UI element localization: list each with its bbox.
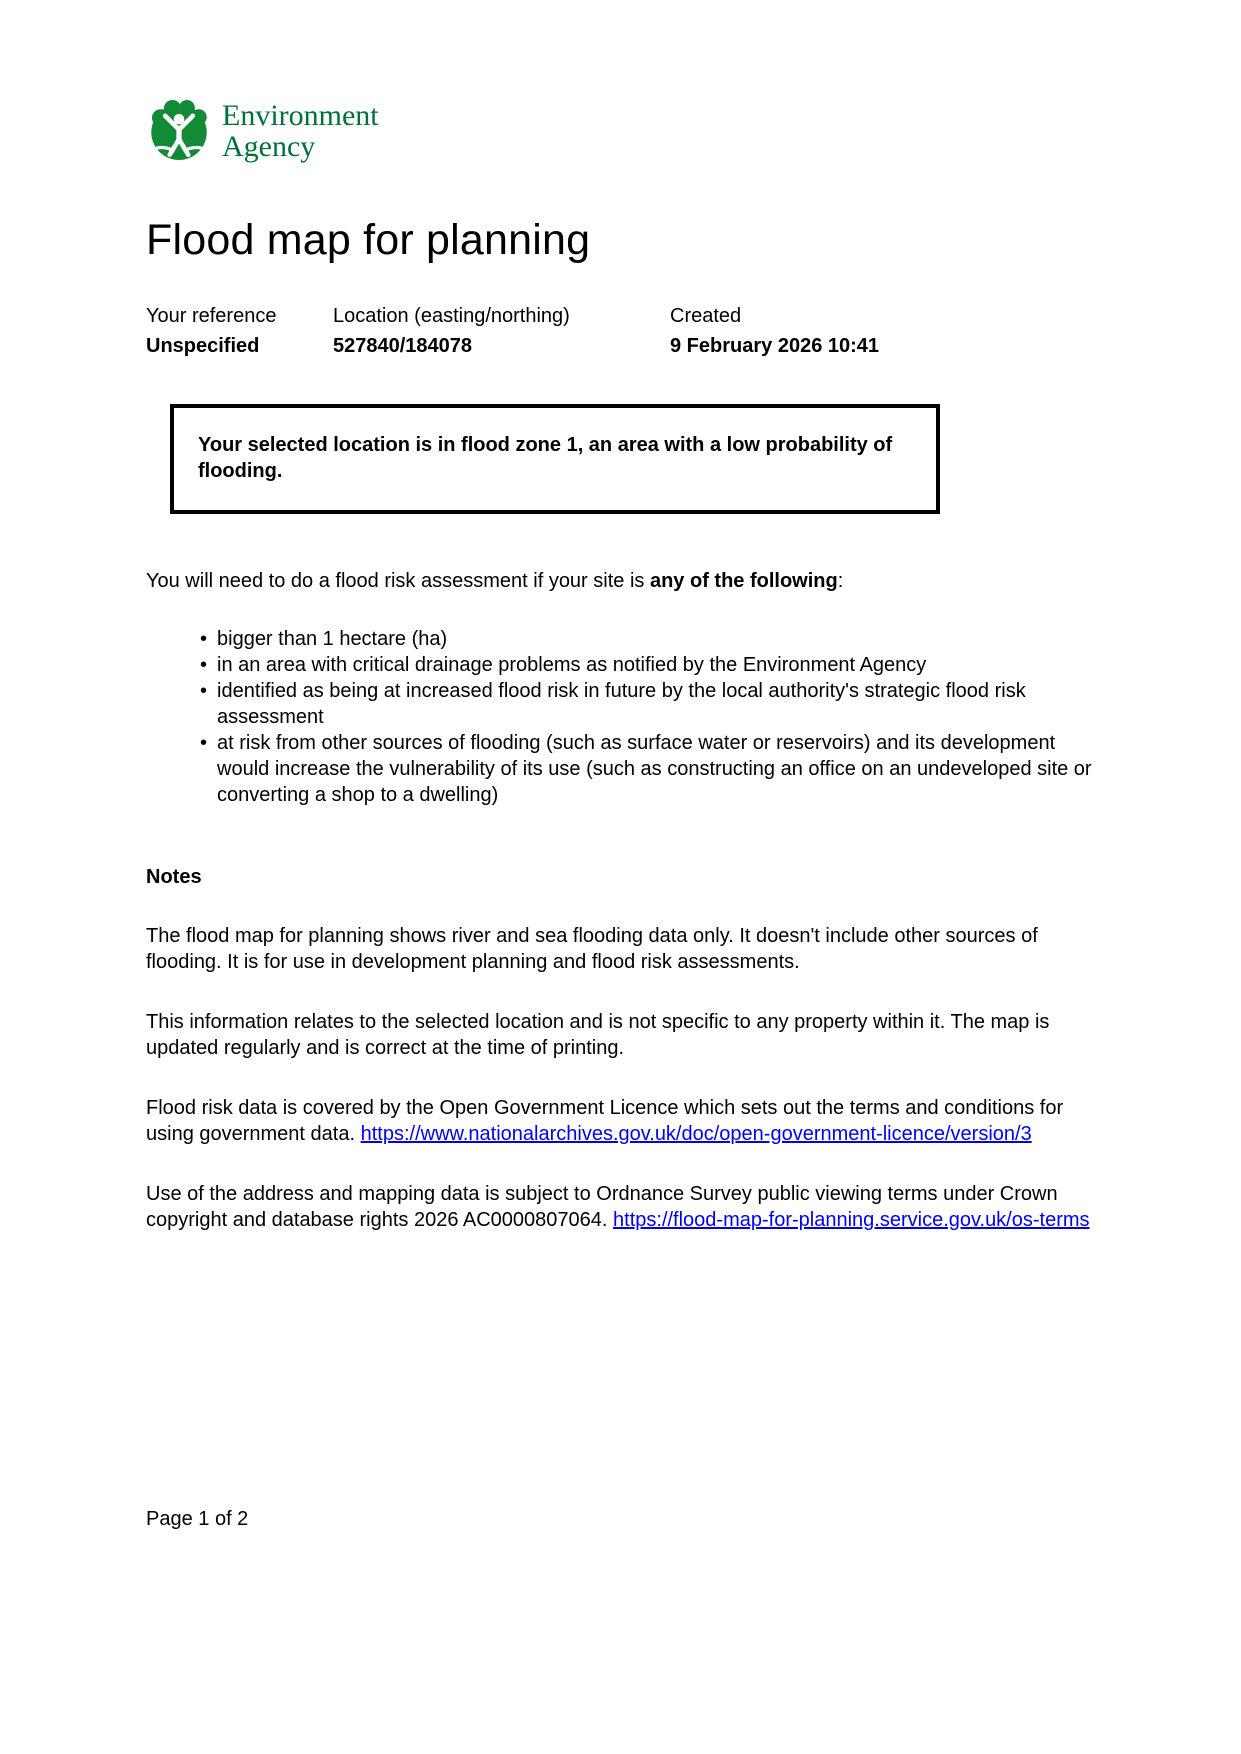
document-page xyxy=(146,0,1096,1233)
meta-reference xyxy=(146,305,333,358)
flood-zone-alert-text: Your selected location is in flood zone 1, an area with a low probability of flooding. xyxy=(198,434,893,482)
meta-location-label: Location (easting/northing) xyxy=(333,305,570,327)
licence-text: Flood risk data is covered by the Open Government Licence which sets out the terms and conditions for using government data. xyxy=(146,1097,1064,1145)
page-title: Flood map for planning xyxy=(146,216,591,264)
page-number: Page 1 of 2 xyxy=(146,1508,249,1530)
open-government-licence-link[interactable]: https://www.nationalarchives.gov.uk/doc/open-government-licence/version/3 xyxy=(360,1123,1032,1145)
logo-text xyxy=(222,100,379,163)
assessment-intro-suffix: : xyxy=(837,570,844,592)
environment-agency-tree-icon xyxy=(146,98,212,164)
notes-paragraph-location-info: This information relates to the selected location and is not specific to any property within it. The map is updated regularly and is correct at the time of printing. xyxy=(146,1011,1050,1059)
assessment-intro xyxy=(146,568,1096,594)
notes-paragraph-licence xyxy=(146,1095,1096,1147)
meta-reference-value: Unspecified xyxy=(146,335,260,357)
meta-created-value: 9 February 2026 10:41 xyxy=(670,335,880,357)
notes-paragraph-flood-map: The flood map for planning shows river and sea flooding data only. It doesn't include other sources of flooding. It is for use in development planning and flood risk assessments. xyxy=(146,925,1038,973)
logo-text-line2: Agency xyxy=(222,130,316,163)
meta-location-value: 527840/184078 xyxy=(333,335,473,357)
list-item: • bigger than 1 hectare (ha) xyxy=(200,626,1096,652)
meta-reference-label: Your reference xyxy=(146,305,277,327)
list-item: • at risk from other sources of flooding (such as surface water or reservoirs) and its development would increase the vulnerability of its use (such as constructing an office on an undeveloped site or converting a shop to a dwelling) xyxy=(200,730,1096,808)
assessment-criteria-list xyxy=(146,626,1096,808)
meta-location xyxy=(333,305,670,358)
logo-text-line1: Environment xyxy=(222,98,379,132)
notes-heading: Notes xyxy=(146,866,202,888)
notes-paragraph-os-terms xyxy=(146,1181,1096,1233)
assessment-intro-prefix: You will need to do a flood risk assessment if your site is xyxy=(146,570,650,592)
meta-created-label: Created xyxy=(670,305,742,327)
assessment-intro-bold: any of the following xyxy=(649,570,838,592)
meta-created xyxy=(670,305,1096,358)
environment-agency-logo xyxy=(146,98,1096,164)
flood-zone-alert xyxy=(170,404,940,514)
meta-row xyxy=(146,305,1096,358)
os-terms-link[interactable]: https://flood-map-for-planning.service.gov.uk/os-terms xyxy=(613,1209,1090,1231)
os-terms-text: Use of the address and mapping data is subject to Ordnance Survey public viewing terms under Crown copyright and database rights 2026 AC0000807064. xyxy=(146,1183,1058,1231)
list-item: • identified as being at increased flood risk in future by the local authority's strategic flood risk assessment xyxy=(200,678,1096,730)
list-item: • in an area with critical drainage problems as notified by the Environment Agency xyxy=(200,652,1096,678)
